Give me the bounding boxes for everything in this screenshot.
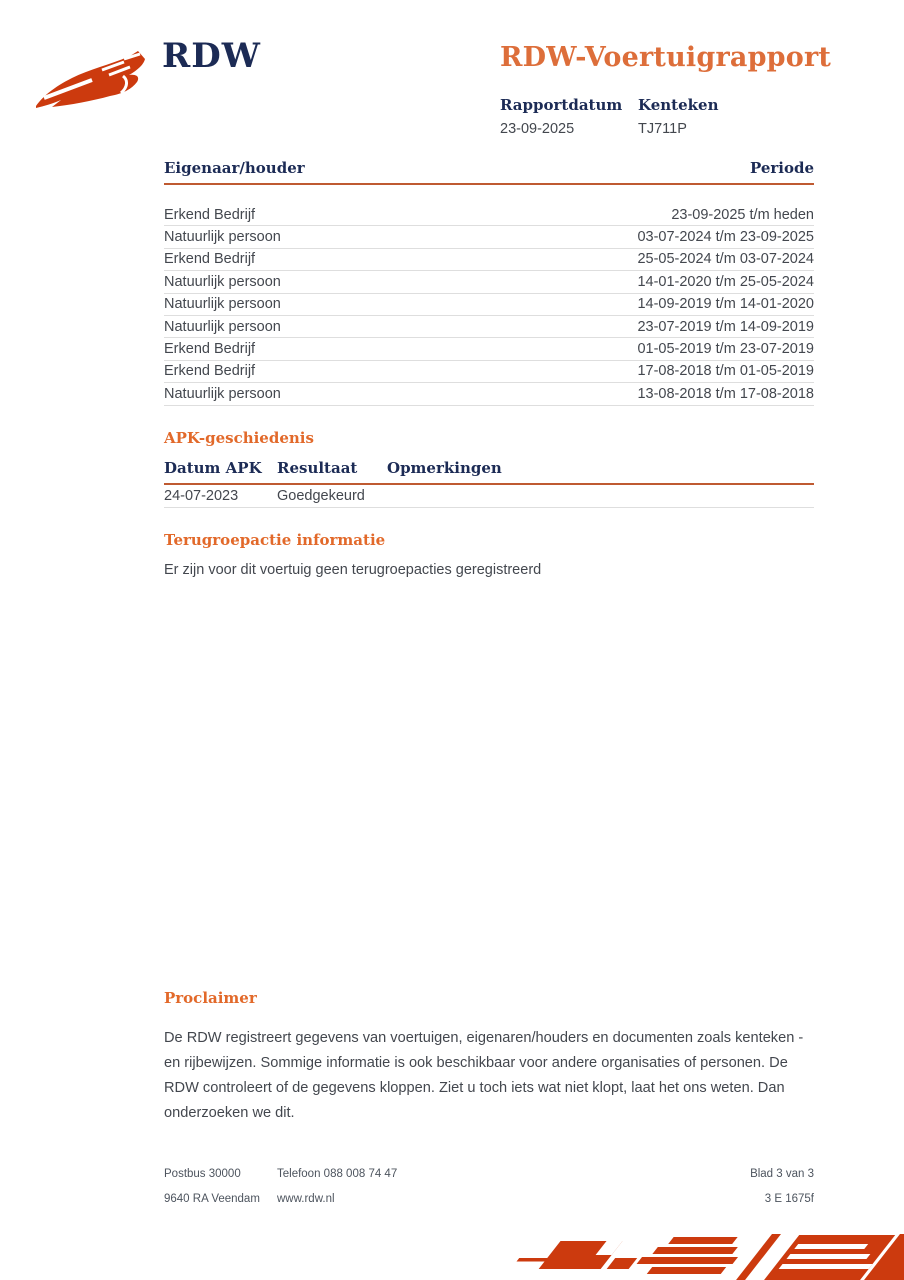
table-row	[164, 294, 814, 316]
proclaimer-text: De RDW registreert gegevens van voertuigen, eigenaren/houders en documenten zoals kenteken - en rijbewijzen. Sommige informatie is ook beschikbaar voor andere organisaties of personen. De RDW controleert of de gegevens kloppen. Ziet u toch iets wat niet klopt, laat het ons weten. Dan onderzoeken we dit.	[164, 1030, 804, 1121]
apk-date-cell: 24-07-2023	[164, 488, 239, 504]
license-plate-value: TJ711P	[638, 121, 687, 137]
apk-result-cell: Goedgekeurd	[277, 488, 365, 504]
proclaimer-heading: Proclaimer	[164, 989, 257, 1007]
table-row	[164, 271, 814, 293]
speed-stripes-icon	[508, 1234, 904, 1280]
period-cell: 03-07-2024 t/m 23-09-2025	[637, 229, 814, 246]
period-column-header: Periode	[749, 159, 814, 177]
owner-history-table	[164, 159, 814, 406]
owner-table-header	[164, 159, 814, 185]
page-title: RDW-Voertuigrapport	[500, 42, 832, 73]
table-row	[164, 316, 814, 338]
owner-cell: Erkend Bedrijf	[164, 251, 256, 268]
license-plate-label: Kenteken	[638, 96, 719, 114]
table-row	[164, 204, 814, 226]
recall-info-section	[164, 531, 814, 578]
owner-cell: Natuurlijk persoon	[164, 385, 281, 402]
proclaimer-section	[164, 989, 816, 1126]
footer-phone: Telefoon 088 008 74 47	[277, 1168, 398, 1180]
period-cell: 23-07-2019 t/m 14-09-2019	[637, 318, 814, 335]
period-cell: 13-08-2018 t/m 17-08-2018	[637, 385, 814, 402]
period-cell: 25-05-2024 t/m 03-07-2024	[637, 251, 814, 268]
period-cell: 14-01-2020 t/m 25-05-2024	[637, 273, 814, 290]
owner-cell: Natuurlijk persoon	[164, 318, 281, 335]
footer-row	[164, 1193, 814, 1218]
footer-page-indicator: Blad 3 van 3	[750, 1168, 814, 1180]
footer-address-line2: 9640 RA Veendam	[164, 1193, 260, 1205]
apk-date-column-header: Datum APK	[164, 459, 262, 477]
owner-cell: Erkend Bedrijf	[164, 341, 256, 358]
apk-section-heading: APK-geschiedenis	[164, 429, 314, 447]
table-row	[164, 338, 814, 360]
apk-history-section	[164, 429, 814, 508]
recall-section-heading: Terugroepactie informatie	[164, 531, 386, 549]
apk-rows	[164, 485, 814, 508]
page-footer	[164, 1168, 814, 1218]
table-row	[164, 485, 814, 508]
report-date-label: Rapportdatum	[500, 96, 623, 114]
footer-website: www.rdw.nl	[277, 1193, 335, 1205]
report-meta	[500, 96, 718, 137]
rdw-wordmark: RDW	[162, 36, 261, 76]
owner-cell: Erkend Bedrijf	[164, 206, 256, 223]
period-cell: 01-05-2019 t/m 23-07-2019	[637, 341, 814, 358]
period-cell: 14-09-2019 t/m 14-01-2020	[637, 296, 814, 313]
table-row	[164, 383, 814, 405]
table-row	[164, 226, 814, 248]
owner-cell: Natuurlijk persoon	[164, 273, 281, 290]
period-cell: 17-08-2018 t/m 01-05-2019	[637, 363, 814, 380]
period-cell: 23-09-2025 t/m heden	[671, 206, 814, 223]
apk-result-column-header: Resultaat	[277, 459, 358, 477]
license-plate-block	[638, 96, 718, 137]
owner-cell: Natuurlijk persoon	[164, 296, 281, 313]
report-date-block	[500, 96, 638, 137]
owner-rows	[164, 204, 814, 406]
apk-table-header	[164, 459, 814, 485]
footer-doc-code: 3 E 1675f	[764, 1193, 814, 1205]
owner-cell: Natuurlijk persoon	[164, 229, 281, 246]
rdw-swoosh-icon	[34, 50, 150, 116]
recall-text: Er zijn voor dit voertuig geen terugroepacties geregistreerd	[164, 562, 542, 578]
footer-row	[164, 1168, 814, 1193]
footer-address-line1: Postbus 30000	[164, 1168, 241, 1180]
table-row	[164, 249, 814, 271]
owner-cell: Erkend Bedrijf	[164, 363, 256, 380]
table-row	[164, 361, 814, 383]
apk-remarks-column-header: Opmerkingen	[387, 459, 502, 477]
report-date-value: 23-09-2025	[500, 121, 575, 137]
owner-column-header: Eigenaar/houder	[164, 159, 305, 177]
